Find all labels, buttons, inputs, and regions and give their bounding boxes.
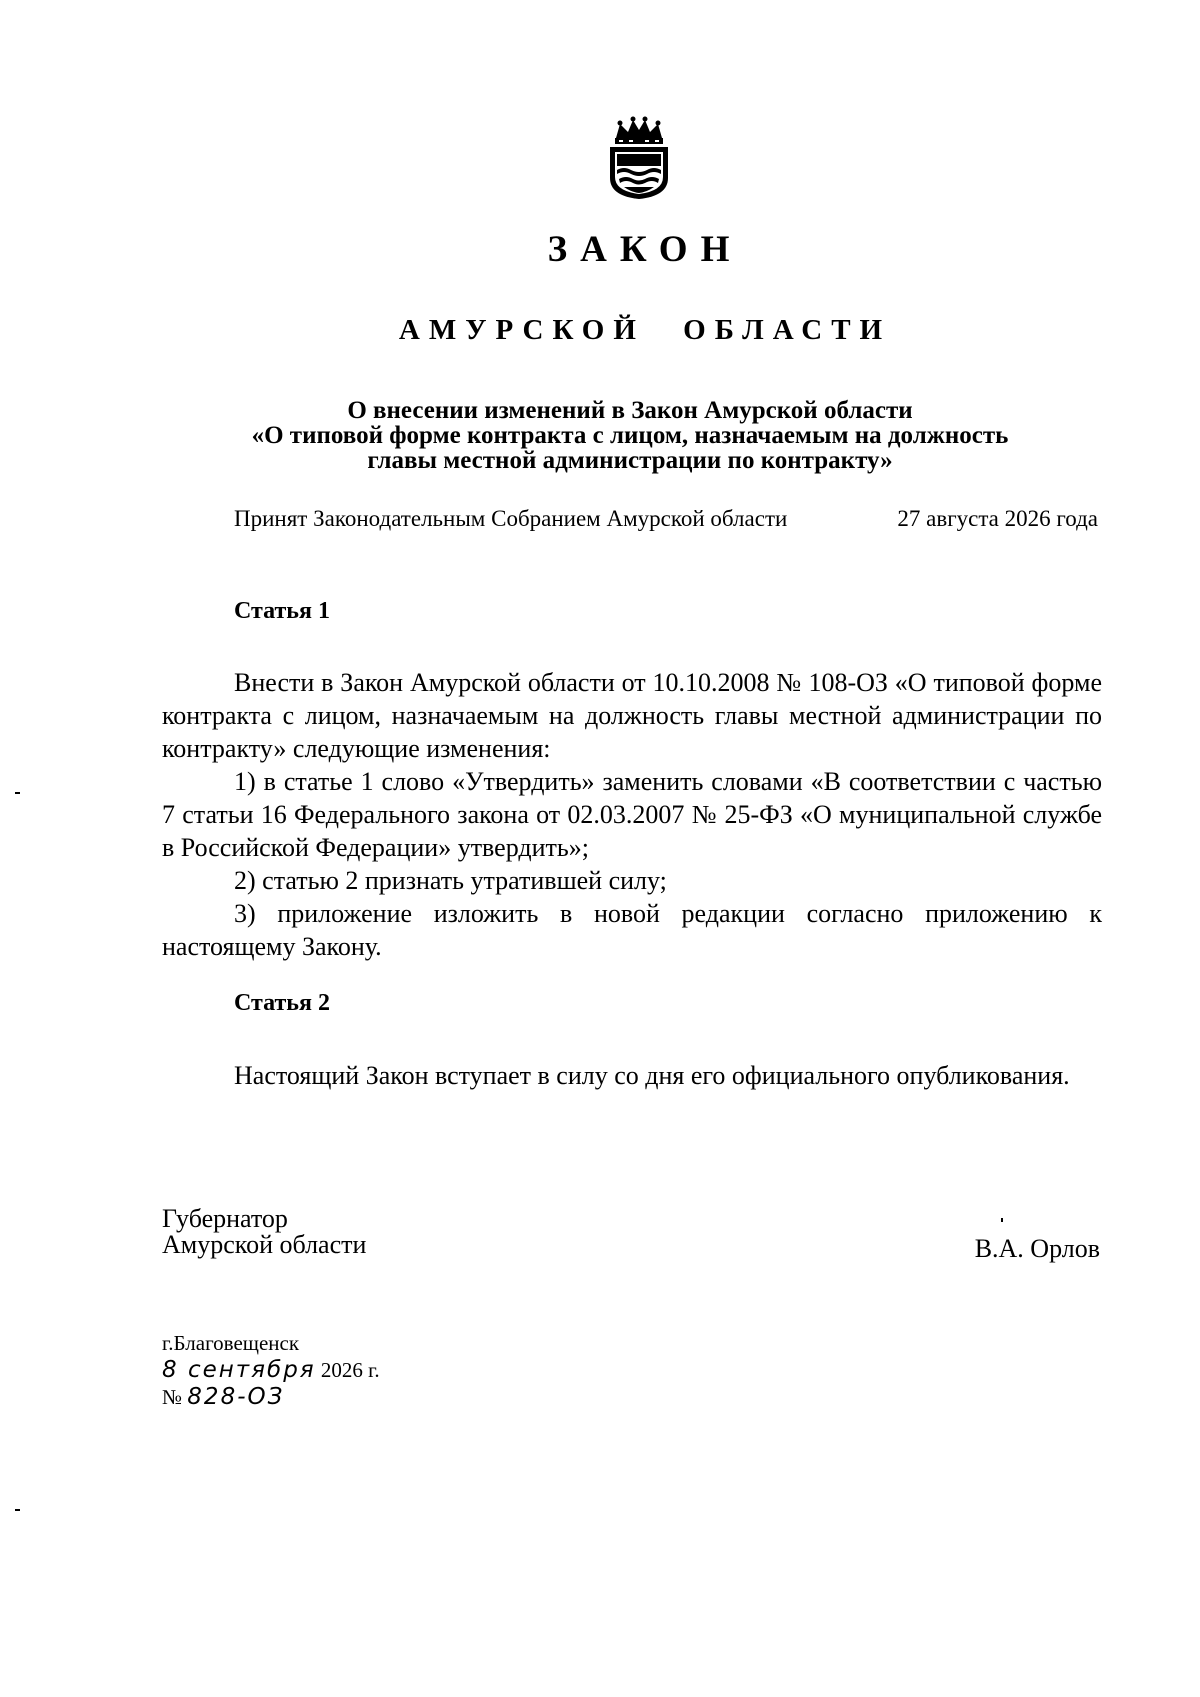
number-sign: № — [162, 1385, 183, 1409]
article-1-heading: Статья 1 — [234, 598, 330, 624]
article-2-heading: Статья 2 — [234, 990, 330, 1016]
adopted-by: Принят Законодательным Собранием Амурской области — [234, 506, 788, 531]
issue-number-line — [162, 1384, 380, 1411]
scan-speck — [15, 792, 20, 794]
scan-speck — [15, 1509, 20, 1511]
position-line: Амурской области — [162, 1230, 367, 1259]
issue-date-line — [162, 1357, 380, 1384]
article-1-item: 3) приложение изложить в новой редакции согласно приложению к настоящему Закону. — [162, 899, 1102, 961]
article-1-item: 1) в статье 1 слово «Утвердить» заменить словами «В соответствии с частью 7 статьи 16 Федерального закона от 02.03.2007 № 25-ФЗ «О муниципальной службе в Российской Федерации» утвердить»; — [162, 767, 1102, 862]
issue-details — [162, 1330, 380, 1411]
article-1-intro: Внести в Закон Амурской области от 10.10.2008 № 108-ОЗ «О типовой форме контракта с лицом, назначаемым на должность главы местной администрации по контракту» следующие изменения: — [162, 668, 1102, 763]
signatory-name: В.А. Орлов — [974, 1234, 1100, 1263]
signatory-position — [162, 1206, 366, 1258]
scan-speck — [1001, 1218, 1003, 1222]
subject-line: «О типовой форме контракта с лицом, назначаемым на должность — [251, 422, 1009, 449]
article-1-item: 2) статью 2 признать утратившей силу; — [234, 866, 667, 895]
coat-of-arms-icon — [602, 116, 676, 200]
issue-city: г.Благовещенск — [162, 1331, 300, 1355]
subject-line: главы местной администрации по контракту» — [367, 447, 893, 474]
subject-line: О внесении изменений в Закон Амурской области — [347, 397, 913, 424]
handwritten-date: 8 сентября — [162, 1357, 316, 1383]
adopted-date: 27 августа 2026 года — [897, 506, 1098, 531]
article-2-text: Настоящий Закон вступает в силу со дня его официального опубликования. — [234, 1061, 1070, 1090]
law-subject — [150, 398, 1110, 473]
document-title: ЗАКОН — [547, 229, 743, 270]
issue-year: 2026 г. — [320, 1358, 380, 1382]
region-title: АМУРСКОЙ ОБЛАСТИ — [398, 314, 892, 346]
position-line: Губернатор — [162, 1204, 288, 1233]
handwritten-number: 828-ОЗ — [187, 1384, 285, 1410]
